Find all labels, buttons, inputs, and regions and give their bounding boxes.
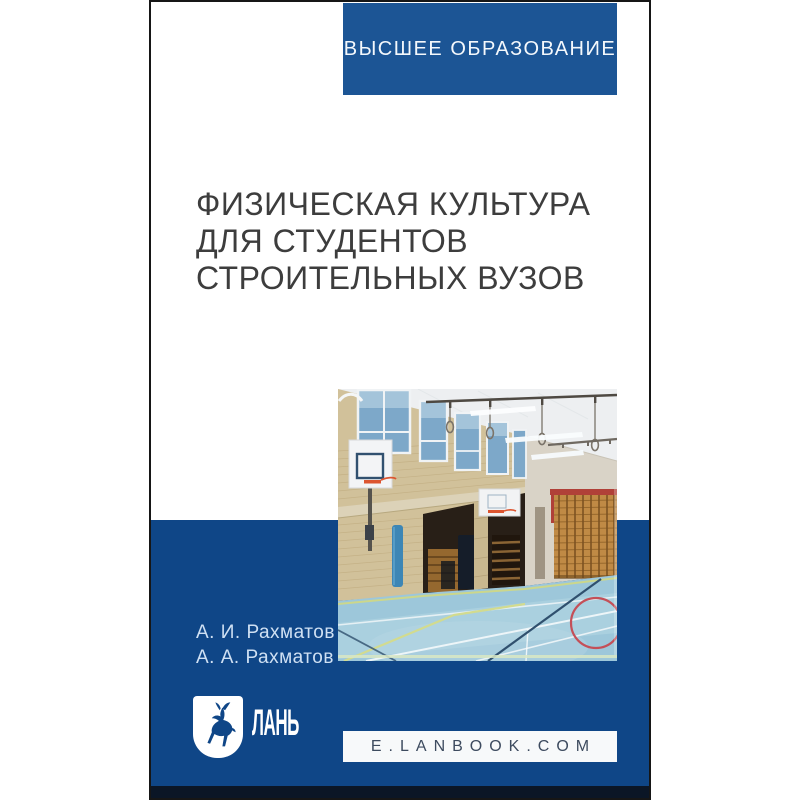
book-cover: [149, 0, 651, 800]
cover-bottom-edge: [151, 786, 649, 798]
series-banner-label: ВЫСШЕЕ ОБРАЗОВАНИЕ: [343, 37, 617, 60]
basketball-backboard-center: [479, 489, 520, 516]
title-line-3: СТРОИТЕЛЬНЫХ ВУЗОВ: [196, 260, 585, 296]
title-line-2: ДЛЯ СТУДЕНТОВ: [196, 223, 469, 259]
wall-bars: [550, 489, 617, 579]
author-line-2: А. А. Рахматов: [196, 647, 334, 668]
publisher-logo-shield: [193, 696, 243, 758]
gym-photo: [338, 389, 617, 661]
deer-icon: [196, 700, 240, 754]
website-label: E.LANBOOK.COM: [370, 737, 597, 755]
publisher-logo-text: ЛАНЬ: [252, 702, 299, 743]
author-line-1: А. И. Рахматов: [196, 622, 335, 643]
website-bar: [343, 731, 617, 762]
book-title: [196, 186, 590, 297]
series-banner: [343, 3, 617, 95]
authors-block: [196, 620, 335, 670]
title-line-1: ФИЗИЧЕСКАЯ КУЛЬТУРА: [196, 186, 591, 222]
